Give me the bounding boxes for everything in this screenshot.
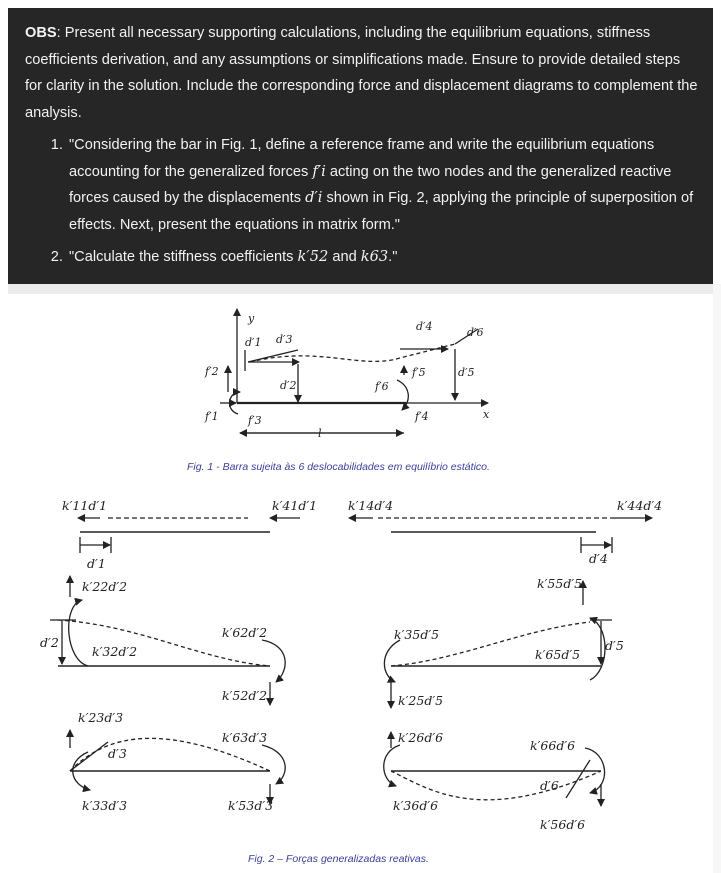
fig2-k35: k′35d′5: [394, 627, 440, 642]
fig1-d5: d′5: [458, 366, 475, 379]
fig2-caption: Fig. 2 – Forças generalizadas reativas.: [248, 853, 429, 865]
fig2-k53: k′53d′3: [228, 798, 274, 813]
q2-text-b: and: [328, 248, 361, 265]
q2-text-c: .": [388, 248, 398, 265]
q1-symbol-f: f′i: [312, 162, 326, 180]
fig2-k66: k′66d′6: [530, 738, 576, 753]
fig2-k11: k′11d′1: [62, 498, 108, 513]
fig2-k44: k′44d′4: [617, 498, 663, 513]
fig2-k56: k′56d′6: [540, 817, 586, 832]
fig1-d2: d′2: [280, 379, 297, 392]
fig2-k23: k′23d′3: [78, 710, 124, 725]
fig2-k36: k′36d′6: [393, 798, 439, 813]
fig2-k41: k′41d′1: [272, 498, 318, 513]
fig1-f3: f′3: [248, 414, 262, 427]
q2-symbol-k63: k63: [360, 247, 389, 265]
q2-symbol-k52: k′52: [297, 247, 329, 265]
q1-symbol-d: d′i: [305, 189, 323, 207]
fig2-k62: k′62d′2: [222, 625, 268, 640]
fig2-d2: d′2: [40, 635, 59, 650]
fig1-caption: Fig. 1 - Barra sujeita às 6 deslocabilidades em equilíbrio estático.: [187, 461, 490, 473]
fig2-d6: d′6: [540, 778, 559, 793]
fig2-k55: k′55d′5: [537, 576, 583, 591]
fig1-f5: f′5: [412, 366, 426, 379]
fig2-d1: d′1: [87, 556, 106, 571]
fig2-k32: k′32d′2: [92, 644, 138, 659]
fig2-k26: k′26d′6: [398, 730, 444, 745]
fig2-d5: d′5: [605, 638, 624, 653]
fig1-f6: f′6: [375, 380, 389, 393]
fig1-d6: d′6: [467, 326, 484, 339]
fig1-length: l: [318, 427, 322, 440]
fig2-diagram: [50, 518, 652, 806]
q1-text-b: acting on the two nodes and the generalized reactive forces caused by the displacements: [69, 163, 672, 207]
obs-label: OBS: [25, 25, 57, 41]
q1-text-a: "Considering the bar in Fig. 1, define a reference frame and write the equilibrium equations accounting for the generalized forces: [69, 136, 655, 180]
fig1-f1: f′1: [205, 410, 219, 423]
fig2-k63: k′63d′3: [222, 730, 268, 745]
fig2-d4: d′4: [589, 551, 608, 566]
fig1-f4: f′4: [415, 410, 429, 423]
fig2-k33: k′33d′3: [82, 798, 128, 813]
fig1-d4: d′4: [416, 320, 433, 333]
fig1-d3: d′3: [276, 333, 293, 346]
fig1-d1: d′1: [245, 336, 262, 349]
fig2-d3: d′3: [108, 746, 127, 761]
obs-text: : Present all necessary supporting calculations, including the equilibrium equations, stiffness coefficients derivation, and any assumptions or simplifications made. Ensure to provide detailed steps for clarity in the solution. Include the corresponding force and displacement diagrams to complement the analysis.: [25, 25, 698, 122]
fig2-k25: k′25d′5: [398, 693, 444, 708]
fig2-k65: k′65d′5: [535, 647, 581, 662]
fig2-k14: k′14d′4: [348, 498, 394, 513]
q1-text-c: shown in Fig. 2, applying the principle of superposition of effects. Next, present the equations in matrix form.": [69, 190, 694, 233]
q2-text-a: "Calculate the stiffness coefficients: [69, 248, 298, 265]
fig2-k52: k′52d′2: [222, 688, 268, 703]
fig2-k22: k′22d′2: [82, 579, 128, 594]
fig1-f2: f′2: [205, 365, 219, 378]
fig1-x-axis: x: [483, 408, 490, 421]
fig1-y-axis: y: [248, 312, 255, 325]
